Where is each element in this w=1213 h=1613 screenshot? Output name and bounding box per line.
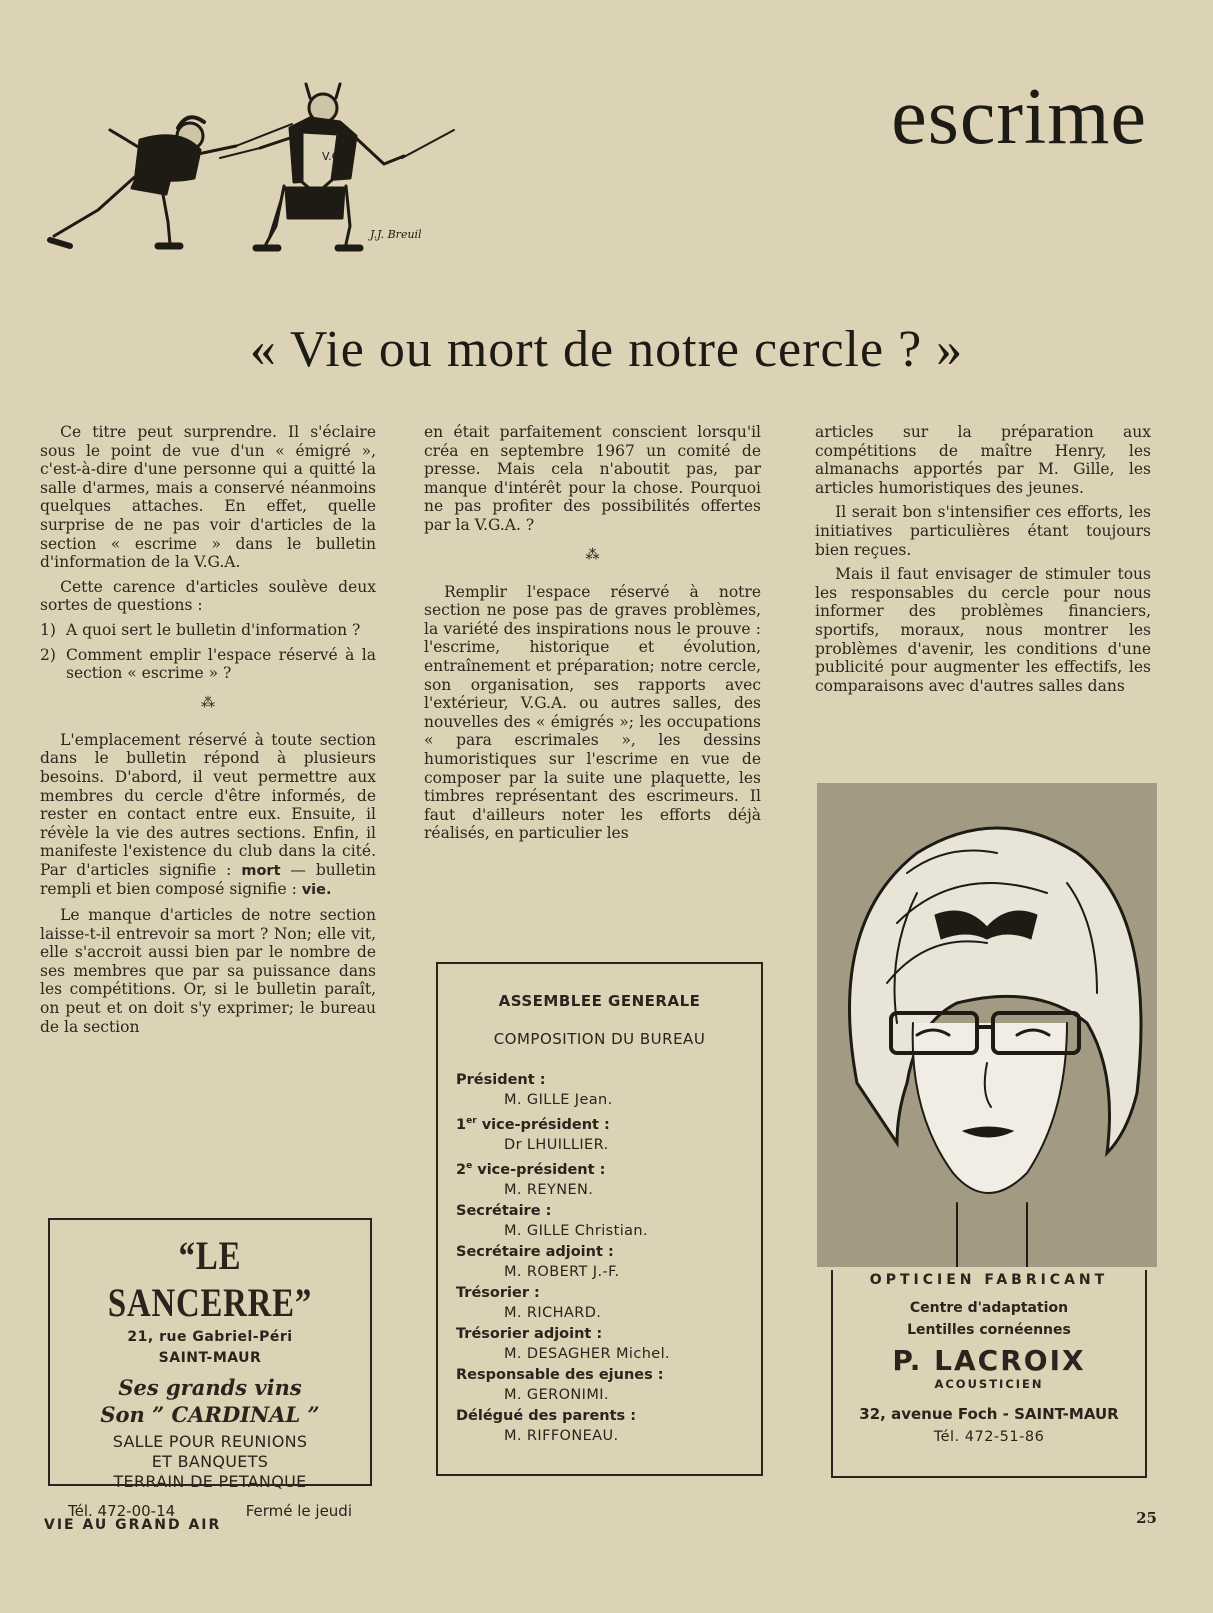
bold-word: mort <box>241 862 281 879</box>
question-list <box>40 621 376 683</box>
list-number: 1) <box>40 620 56 639</box>
ad-slogan-line: Son ” CARDINAL ” <box>100 1402 320 1427</box>
member-name: M. DESAGHER Michel. <box>504 1345 671 1362</box>
role-ordinal: 2 <box>456 1161 467 1178</box>
list-number: 2) <box>40 645 56 664</box>
paragraph-text: — bulletin rempli et bien composé signifie : <box>40 860 376 899</box>
paragraph <box>40 731 376 900</box>
ad-line: Centre d'adaptation <box>909 1300 1069 1316</box>
role-ordinal-suffix: er <box>466 1116 477 1126</box>
paragraph: Cette carence d'articles soulève deux sortes de questions : <box>40 577 376 615</box>
member-name: M. GERONIMI. <box>504 1386 609 1403</box>
paragraph: Ce titre peut surprendre. Il s'éclaire sous le point de vue d'un « émigré », c'est-à-dire d'une personne qui a quitté la salle d'armes, mais a conservé néanmoins quelques attaches. En effet, quelle surprise de ne pas voir d'articles de la section « escrime » dans le bulletin d'information de la V.G.A. <box>40 423 376 572</box>
ad-service-line: SALLE POUR REUNIONS <box>112 1432 308 1451</box>
member-role <box>456 1156 761 1180</box>
ad-address: 32, avenue Foch - SAINT-MAUR <box>859 1405 1119 1423</box>
ad-name: “LE SANCERRE” <box>107 1233 313 1325</box>
ad-name: P. LACROIX <box>892 1344 1086 1377</box>
paragraph: Mais il faut envisager de stimuler tous les responsables du cercle pour nous informer des problèmes financiers, sportifs, moraux, nous montrer les problèmes d'avenir, les conditions d'une publicité pour augmenter les effectifs, les comparaisons avec d'autres salles dans <box>815 565 1151 695</box>
page-number: 25 <box>1136 1509 1157 1527</box>
member-role: Responsable des ejunes : <box>456 1366 664 1383</box>
member-role: Président : <box>456 1072 546 1088</box>
list-text: Comment emplir l'espace réservé à la section « escrime » ? <box>66 645 376 683</box>
article-column-3 <box>815 423 1151 701</box>
ad-phone: Tél. 472-00-14 <box>68 1502 176 1520</box>
paragraph: Le manque d'articles de notre section laisse-t-il entrevoir sa mort ? Non; elle vit, elle s'accroit aussi bien par le nombre de ses membres que par sa puissance dans les compétitions. Or, si le bulletin paraît, on peut et on doit s'y exprimer; le bureau de la section <box>40 906 376 1036</box>
list-item <box>40 646 376 683</box>
paragraph: en était parfaitement conscient lorsqu'il créa en septembre 1967 un comité de presse. Mais cela n'aboutit pas, par manque d'intérêt pour la chose. Pourquoi ne pas profiter des possibilités offertes par la V.G.A. ? <box>424 423 761 534</box>
role-ordinal-suffix: e <box>466 1160 473 1171</box>
woman-with-glasses-illustration <box>817 783 1157 1267</box>
box-title: ASSEMBLEE GENERALE <box>498 992 701 1010</box>
artist-signature: J.J. Breuil <box>370 228 422 241</box>
member-role: Secrétaire : <box>456 1202 552 1219</box>
list-item <box>40 621 376 640</box>
member-role: Secrétaire adjoint : <box>456 1243 614 1260</box>
box-subtitle: COMPOSITION DU BUREAU <box>493 1030 706 1048</box>
role-label: vice-président : <box>472 1161 606 1178</box>
ad-phone: Tél. 472-51-86 <box>933 1429 1045 1445</box>
ad-p-lacroix <box>831 1270 1147 1478</box>
member-role <box>456 1111 761 1135</box>
ad-subtitle: ACOUSTICIEN <box>934 1377 1044 1391</box>
magazine-name: VIE AU GRAND AIR <box>44 1517 222 1533</box>
article-column-1 <box>40 423 376 1042</box>
section-title: escrime <box>891 73 1147 161</box>
member-name: M. RICHARD. <box>504 1304 602 1321</box>
ad-closing-day: Fermé le jeudi <box>245 1502 352 1520</box>
ad-street: 21, rue Gabriel-Péri <box>127 1329 293 1345</box>
ad-services <box>50 1432 370 1492</box>
section-separator: ⁂ <box>585 546 600 563</box>
paragraph-text: L'emplacement réservé à toute section dans le bulletin répond à plusieurs besoins. D'abord, il veut permettre aux membres du cercle d'être informés, de rester en contact entre eux. Ensuite, il révèle la vie des autres sections. Enfin, il manifeste l'existence du club dans la cité. Par d'articles signifie : <box>40 730 376 879</box>
ad-service-line: TERRAIN DE PETANQUE <box>113 1472 307 1491</box>
member-role: Délégué des parents : <box>456 1407 637 1424</box>
member-name: M. GILLE Jean. <box>504 1092 613 1108</box>
ad-slogan-line: Ses grands vins <box>118 1375 302 1400</box>
bold-word: vie. <box>301 882 332 899</box>
role-ordinal: 1 <box>456 1116 467 1133</box>
role-label: vice-président : <box>476 1116 610 1133</box>
ad-city: SAINT-MAUR <box>158 1350 262 1366</box>
member-name: M. GILLE Christian. <box>504 1222 649 1239</box>
member-name: M. ROBERT J.-F. <box>504 1263 620 1280</box>
ad-service-line: ET BANQUETS <box>151 1452 269 1471</box>
member-name: Dr LHUILLIER. <box>504 1136 609 1153</box>
member-role: Trésorier : <box>456 1284 540 1301</box>
article-column-2 <box>424 423 761 849</box>
ad-le-sancerre <box>48 1218 372 1520</box>
ad-header: OPTICIEN FABRICANT <box>869 1272 1109 1288</box>
bureau-composition-box <box>436 962 763 1476</box>
article-headline: « Vie ou mort de notre cercle ? » <box>249 321 964 378</box>
fencers-illustration <box>40 78 460 263</box>
paragraph: articles sur la préparation aux compétitions de maître Henry, les almanachs apportés par M. Gille, les articles humoristiques des jeunes. <box>815 423 1151 497</box>
paragraph: Remplir l'espace réservé à notre section ne pose pas de graves problèmes, la variété des inspirations nous le prouve : l'escrime, historique et évolution, entraînement et préparation; notre cercle, son organisation, ses rapports avec l'extérieur, V.G.A. ou autres salles, des nouvelles des « émigrés »; les occupations « para escrimales », les dessins humoristiques sur l'escrime en vue de composer par la suite une plaquette, les timbres représentant des escrimeurs. Il faut d'ailleurs noter les efforts déjà réalisés, en particulier les <box>424 582 761 843</box>
member-role: Trésorier adjoint : <box>456 1325 603 1342</box>
list-text: A quoi sert le bulletin d'information ? <box>66 620 361 639</box>
paragraph: Il serait bon s'intensifier ces efforts, les initiatives particulières étant toujours bien reçues. <box>815 503 1151 559</box>
member-list <box>456 1070 761 1447</box>
ad-line: Lentilles cornéennes <box>907 1322 1071 1338</box>
member-name: M. REYNEN. <box>504 1181 594 1198</box>
section-separator: ⁂ <box>201 694 215 711</box>
member-name: M. RIFFONEAU. <box>504 1427 619 1444</box>
ad-slogan <box>50 1374 370 1428</box>
shield-text: V.G.A <box>322 150 352 163</box>
